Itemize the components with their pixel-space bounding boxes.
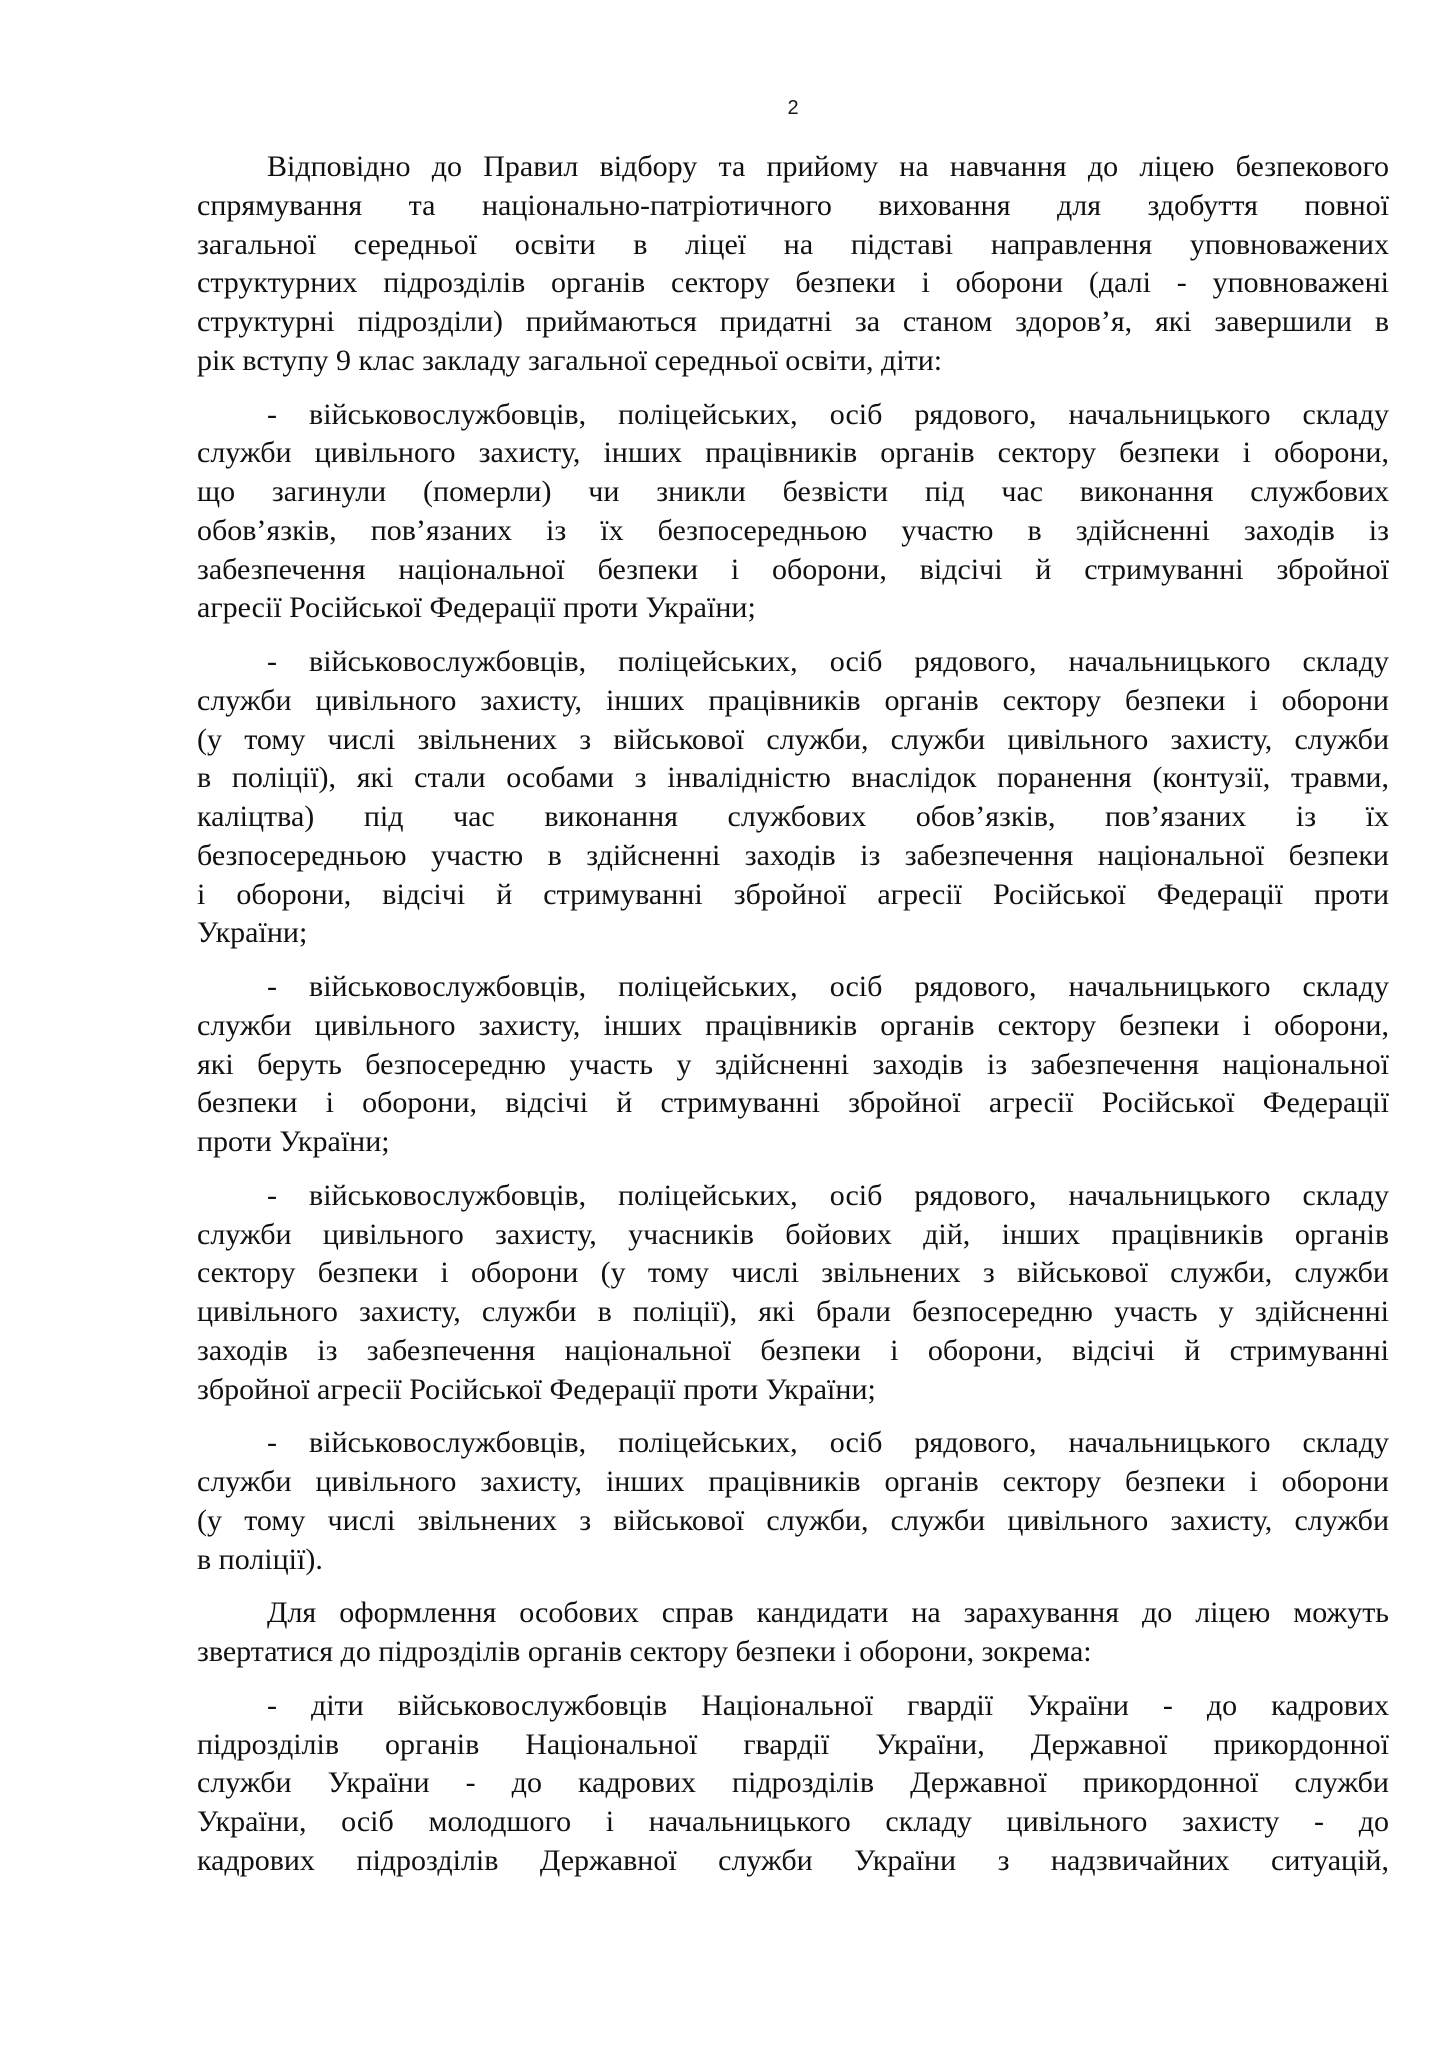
text-line: безпосередньою участю в здійсненні заходів із забезпечення національної безпеки [197,838,1389,872]
list-item-security-workers [197,1424,1389,1579]
text-line: спрямування та національно-патріотичного виховання для здобуття повної [197,188,1389,222]
text-line: загальної середньої освіти в ліцеї на підставі направлення уповноважених [197,227,1389,261]
text-line: і оборони, відсічі й стримуванні збройної агресії Російської Федерації проти [197,877,1389,911]
text-line: Для оформлення особових справ кандидати на зарахування до ліцею можуть [267,1596,1389,1630]
text-line: обов’язків, пов’язаних із їх безпосередньою участю в здійсненні заходів із [197,513,1389,547]
text-line: служби цивільного захисту, інших працівників органів сектору безпеки і оборони, [197,1008,1389,1042]
page-number: 2 [787,97,799,119]
text-line: служби цивільного захисту, інших працівників органів сектору безпеки і оборони [197,683,1389,717]
text-line: рік вступу 9 клас закладу загальної середньої освіти, діти: [197,343,943,377]
text-line: підрозділів органів Національної гвардії України, Державної прикордонної [197,1727,1389,1761]
text-line: в поліції), які стали особами з інвалідністю внаслідок поранення (контузії, травми, [197,761,1389,795]
text-line: агресії Російської Федерації проти України; [197,591,756,625]
text-line: України; [197,916,308,950]
text-line: - військовослужбовців, поліцейських, осіб рядового, начальницького складу [267,1178,1389,1212]
paragraph-registration [197,1594,1389,1672]
text-line: цивільного захисту, служби в поліції), які брали безпосередню участь у здійсненні [197,1295,1389,1328]
text-line: (у тому числі звільнених з військової служби, служби цивільного захисту, служби [197,722,1389,756]
text-line: (у тому числі звільнених з військової служби, служби цивільного захисту, служби [197,1503,1389,1537]
text-line: - військовослужбовців, поліцейських, осіб рядового, начальницького складу [267,970,1389,1003]
text-line: забезпечення національної безпеки і оборони, відсічі й стримуванні збройної [197,552,1389,586]
text-line: які беруть безпосередню участь у здійсненні заходів із забезпечення національної [197,1047,1389,1081]
text-line: служби цивільного захисту, інших працівників органів сектору безпеки і оборони, [197,436,1389,470]
text-line: Відповідно до Правил відбору та прийому на навчання до ліцею безпекового [267,150,1389,183]
text-line: структурних підрозділів органів сектору безпеки і оборони (далі - уповноважені [197,266,1389,300]
document-body [197,148,1389,1896]
list-item-combat-veterans [197,1177,1389,1410]
text-line: України, осіб молодшого і начальницького складу цивільного захисту - до [197,1805,1389,1838]
list-item-national-guard [197,1687,1389,1881]
list-item-active-participants [197,968,1389,1162]
text-line: кадрових підрозділів Державної служби України з надзвичайних ситуацій, [197,1843,1389,1877]
text-line: структурні підрозділи) приймаються придатні за станом здоров’я, які завершили в [197,305,1389,338]
text-line: - діти військовослужбовців Національної гвардії України - до кадрових [267,1688,1389,1722]
text-line: безпеки і оборони, відсічі й стримуванні збройної агресії Російської Федерації [197,1086,1389,1120]
text-line: служби цивільного захисту, учасників бойових дій, інших працівників органів [197,1217,1389,1251]
text-line: служби України - до кадрових підрозділів Державної прикордонної служби [197,1766,1389,1800]
list-item-killed-or-missing [197,396,1389,629]
paragraph-intro [197,148,1389,381]
text-line: проти України; [197,1125,390,1158]
text-line: служби цивільного захисту, інших працівників органів сектору безпеки і оборони [197,1465,1389,1498]
text-line: - військовослужбовців, поліцейських, осіб рядового, начальницького складу [267,1426,1389,1460]
text-line: сектору безпеки і оборони (у тому числі звільнених з військової служби, служби [197,1256,1389,1290]
text-line: - військовослужбовців, поліцейських, осіб рядового, начальницького складу [267,645,1389,678]
text-line: каліцтва) під час виконання службових обов’язків, пов’язаних із їх [197,800,1389,833]
text-line: що загинули (померли) чи зникли безвісти під час виконання службових [197,475,1389,508]
text-line: - військовослужбовців, поліцейських, осіб рядового, начальницького складу [267,397,1389,431]
text-line: заходів із забезпечення національної безпеки і оборони, відсічі й стримуванні [197,1333,1389,1367]
text-line: збройної агресії Російської Федерації проти України; [197,1372,876,1406]
list-item-disabled [197,643,1389,953]
text-line: в поліції). [197,1542,323,1576]
text-line: звертатися до підрозділів органів сектору безпеки і оборони, зокрема: [197,1635,1092,1668]
